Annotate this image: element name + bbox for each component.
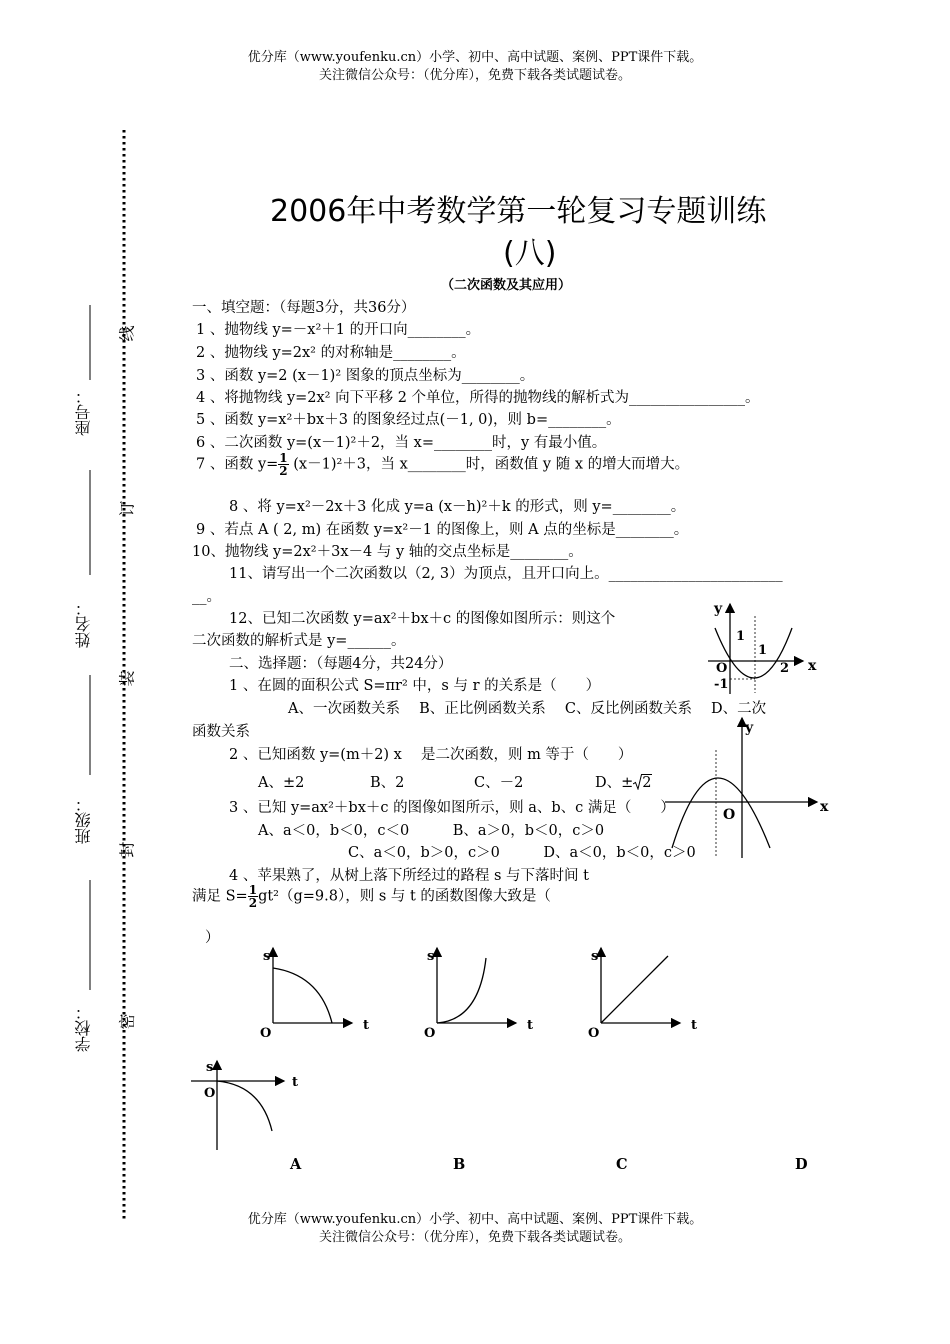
options-2-3-cd: C、a＜0，b＞0，c＞0 D、a＜0，b＜0，c＞0 (348, 845, 696, 861)
sqrt-radicand: 2 (642, 775, 652, 791)
option-label-d: D (795, 1156, 808, 1173)
t-label: t (527, 1018, 534, 1033)
footer-line-1: 优分库（www.youfenku.cn）小学、初中、高中试题、案例、PPT课件下载。 (247, 1212, 703, 1227)
question-1-2: 2 、抛物线 y=2x² 的对称轴是________。 (196, 345, 466, 361)
origin-label: O (588, 1026, 600, 1041)
parabola-curve (672, 778, 770, 848)
question-2-2: 2 、已知函数 y=(m＋2) x 是二次函数，则 m 等于（ ） (229, 747, 633, 763)
fraction-denominator: 2 (248, 896, 258, 910)
option-2-2-d-label: D、± (595, 775, 634, 791)
question-1-6: 6 、二次函数 y=(x－1)²＋2，当 x=________时，y 有最小值。 (196, 435, 607, 451)
option-graph-c (578, 940, 708, 1045)
question-2-4-prefix: 满足 S= (192, 888, 248, 905)
question-2-4-line2 (192, 884, 551, 909)
seat-label: 座号： (74, 388, 93, 436)
question-2-1-options: A、一次函数关系 B、正比例函数关系 C、反比例函数关系 D、二次 (288, 701, 767, 717)
t-label: t (363, 1018, 370, 1033)
graph-question-2-3 (660, 712, 840, 862)
t-label: t (691, 1018, 698, 1033)
binding-mark-mi: 密 (117, 1013, 137, 1030)
option-2-2-b: B、2 (370, 775, 405, 791)
page-subtitle: （二次函数及其应用） (441, 278, 572, 293)
s-label: s (427, 949, 435, 964)
graph-question-12 (700, 598, 830, 698)
curve-c (601, 956, 668, 1023)
curve-d (217, 1081, 272, 1131)
question-2-1: 1 、在圆的面积公式 S=πr² 中，s 与 r 的关系是（ ） (229, 678, 601, 694)
binding-margin (0, 0, 180, 1344)
question-1-10: 10、抛物线 y=2x²＋3x－4 与 y 轴的交点坐标是________。 (192, 544, 583, 560)
binding-mark-xian: 线 (117, 325, 137, 342)
school-label: 学校： (74, 1004, 93, 1052)
question-1-4: 4 、将抛物线 y=2x² 向下平移 2 个单位，所得的抛物线的解析式为________________。 (196, 390, 760, 406)
question-1-7-prefix: 7 、函数 y= (196, 456, 279, 473)
origin-label: O (424, 1026, 436, 1041)
header-line-2: 关注微信公众号：（优分库），免费下载各类试题试卷。 (318, 68, 631, 83)
option-graph-b (414, 940, 544, 1045)
page-title-number: (八) (503, 236, 557, 271)
curve-b (437, 958, 486, 1023)
x-label: x (808, 658, 817, 674)
question-1-5: 5 、函数 y=x²＋bx＋3 的图象经过点(－1, 0)，则 b=________。 (196, 412, 621, 428)
origin-label: O (716, 661, 728, 676)
header-line-1: 优分库（www.youfenku.cn）小学、初中、高中试题、案例、PPT课件下载。 (247, 50, 703, 65)
question-1-12-line1: 12、已知二次函数 y=ax²＋bx＋c 的图像如图所示：则这个 (229, 611, 616, 627)
question-2-4-suffix: gt²（g=9.8），则 s 与 t 的函数图像大致是（ (258, 888, 551, 905)
option-2-2-a: A、±2 (258, 775, 305, 791)
question-2-4-close: ） (205, 930, 220, 946)
page-title: 2006年中考数学第一轮复习专题训练 (270, 194, 767, 229)
question-1-7-suffix: (x－1)²＋3，当 x________时，函数值 y 随 x 的增大而增大。 (288, 456, 690, 473)
sqrt-icon (633, 775, 642, 789)
binding-mark-feng: 封 (117, 841, 137, 858)
class-label: 班级： (74, 796, 93, 844)
tick-y-1: 1 (736, 629, 746, 644)
option-2-2-c: C、－2 (474, 775, 524, 791)
question-1-8: 8 、将 y=x²－2x＋3 化成 y=a (x－h)²＋k 的形式，则 y=________。 (229, 499, 686, 515)
s-label: s (206, 1060, 214, 1075)
t-label: t (292, 1075, 299, 1090)
binding-mark-ding: 订 (117, 500, 137, 517)
question-1-3: 3 、函数 y=2 (x－1)² 图象的顶点坐标为________。 (196, 368, 535, 384)
binding-mark-zhuang: 装 (117, 670, 137, 687)
option-2-2-d (595, 771, 652, 792)
fraction-numerator: 1 (279, 451, 288, 465)
tick-x-2: 2 (780, 661, 790, 676)
origin-label: O (260, 1026, 272, 1041)
question-2-1-cont: 函数关系 (192, 724, 250, 740)
tick-x-1: 1 (758, 643, 768, 658)
origin-label: O (204, 1086, 216, 1101)
section2-heading: 二、选择题：（每题4分，共24分） (229, 656, 453, 672)
tick-y-neg-1: -1 (714, 677, 729, 692)
s-label: s (263, 949, 271, 964)
fraction-half (248, 884, 258, 909)
origin-label: O (723, 807, 736, 823)
question-1-11: 11、请写出一个二次函数以（2, 3）为顶点，且开口向上。________________________ (229, 566, 783, 582)
option-graph-d (186, 1055, 316, 1155)
s-label: s (591, 949, 599, 964)
option-graph-a (250, 940, 380, 1045)
question-1-12-line2: 二次函数的解析式是 y=______。 (192, 633, 406, 649)
fraction-denominator: 2 (279, 464, 288, 478)
fraction-half (278, 452, 288, 477)
footer-line-2: 关注微信公众号：（优分库），免费下载各类试题试卷。 (318, 1230, 631, 1245)
question-2-3: 3 、已知 y=ax²＋bx＋c 的图像如图所示，则 a、b、c 满足（ ） (229, 800, 675, 816)
y-label: y (745, 720, 754, 736)
question-1-7 (196, 452, 689, 477)
name-label: 姓名： (74, 600, 93, 648)
options-2-3-ab: A、a＜0，b＜0，c＜0 B、a＞0，b＜0，c＞0 (258, 823, 605, 839)
curve-a (273, 968, 332, 1023)
option-label-c: C (616, 1156, 628, 1173)
question-1-1: 1 、抛物线 y=－x²＋1 的开口向________。 (196, 322, 481, 338)
option-label-b: B (453, 1156, 466, 1173)
fraction-numerator: 1 (248, 883, 258, 897)
question-1-9: 9 、若点 A ( 2, m) 在函数 y=x²－1 的图像上，则 A 点的坐标是________。 (196, 522, 689, 538)
x-label: x (820, 799, 829, 815)
question-1-11-tail: __。 (192, 589, 221, 605)
question-2-4-line1: 4 、苹果熟了，从树上落下所经过的路程 s 与下落时间 t (229, 868, 589, 884)
section1-heading: 一、填空题：（每题3分，共36分） (192, 300, 416, 316)
y-label: y (714, 601, 723, 617)
option-label-a: A (290, 1156, 302, 1173)
